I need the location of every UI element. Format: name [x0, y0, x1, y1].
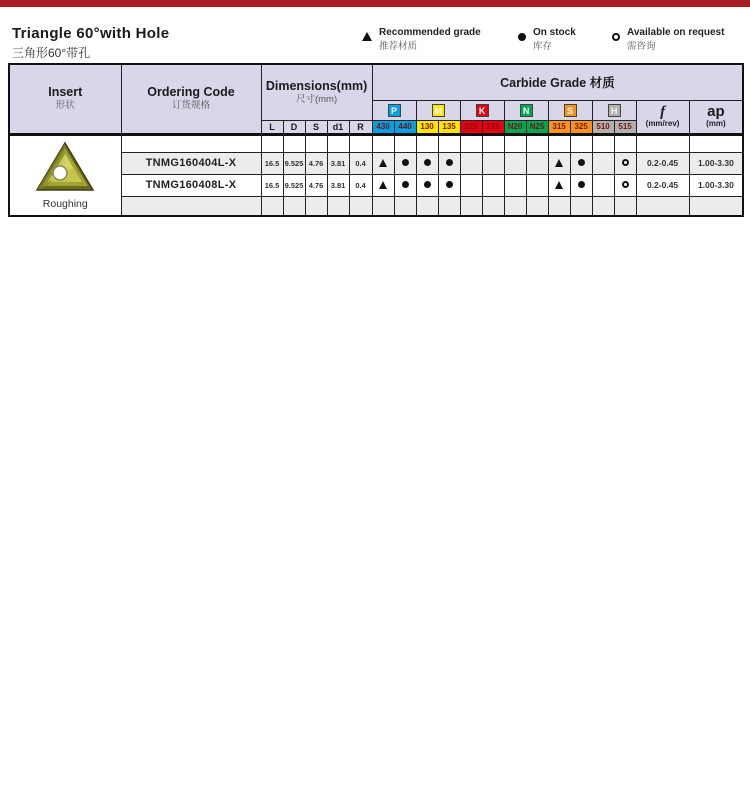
grade-group-p [372, 100, 416, 120]
grade-letter-n: N [520, 104, 533, 117]
dim-R: 0.4 [349, 152, 372, 174]
grade-mark-cell [482, 152, 504, 174]
grade-col-515: 515 [614, 120, 636, 134]
header-ordering-en: Ordering Code [147, 85, 235, 100]
grade-mark-cell [416, 174, 438, 196]
grade-mark-cell [416, 152, 438, 174]
dim-col-S: S [305, 120, 327, 134]
col-header-carbide-grade [372, 64, 743, 100]
table-row-spacer-top [9, 134, 743, 152]
col-header-ordering-code [121, 64, 261, 134]
insert-image-cell [9, 134, 121, 216]
grade-group-s [548, 100, 592, 120]
feed-value: 0.2-0.45 [636, 174, 689, 196]
grade-letter-k: K [476, 104, 489, 117]
triangle-icon [362, 28, 372, 46]
filled-circle-icon [518, 28, 526, 46]
dim-L: 16.5 [261, 152, 283, 174]
ordering-code-cell [121, 134, 261, 152]
legend-available-on-request [612, 27, 724, 53]
dim-D: 9.525 [283, 174, 305, 196]
open-circle-icon [612, 28, 620, 46]
grade-col-N25: N25 [526, 120, 548, 134]
header-dims-en: Dimensions(mm) [265, 78, 368, 93]
grade-mark-cell [526, 174, 548, 196]
header-insert-zh: 形状 [55, 100, 75, 112]
grade-mark-cell [438, 174, 460, 196]
insert-spec-table [8, 63, 744, 217]
grade-group-k [460, 100, 504, 120]
col-header-insert [9, 64, 121, 134]
ordering-code-cell: TNMG160404L-X [121, 152, 261, 174]
grade-letter-h: H [608, 104, 621, 117]
legend-label-zh: 库存 [533, 41, 553, 52]
grade-group-m [416, 100, 460, 120]
page-subtitle-zh: 三角形60°带孔 [12, 46, 91, 60]
legend-label-zh: 推荐材质 [379, 41, 418, 52]
grade-col-225: 225 [482, 120, 504, 134]
grade-mark-cell [614, 174, 636, 196]
insert-type-label: Roughing [42, 198, 88, 211]
page-title: Triangle 60°with Hole [12, 25, 170, 42]
legend-on-stock [518, 27, 576, 53]
legend-label-zh: 需咨询 [627, 41, 656, 52]
grade-mark-cell [482, 174, 504, 196]
grade-group-h [592, 100, 636, 120]
grade-mark-cell [548, 152, 570, 174]
grade-mark-cell [460, 174, 482, 196]
grade-mark-cell [460, 152, 482, 174]
header-ap-unit: (mm) [706, 119, 726, 128]
grade-letter-m: M [432, 104, 445, 117]
feed-value: 0.2-0.45 [636, 152, 689, 174]
legend-label: On stock [533, 27, 576, 38]
dim-d1: 3.81 [327, 152, 349, 174]
grade-mark-cell [592, 174, 614, 196]
grade-mark-cell [526, 152, 548, 174]
grade-mark-cell [504, 152, 526, 174]
grade-col-130: 130 [416, 120, 438, 134]
grade-mark-cell [592, 152, 614, 174]
header-dims-zh: 尺寸(mm) [295, 93, 338, 105]
header-carbide: Carbide Grade 材质 [500, 75, 615, 90]
dim-d1: 3.81 [327, 174, 349, 196]
grade-col-220: 220 [460, 120, 482, 134]
dim-R: 0.4 [349, 174, 372, 196]
dim-col-d1: d1 [327, 120, 349, 134]
grade-mark-cell [614, 152, 636, 174]
grade-col-315: 315 [548, 120, 570, 134]
grade-mark-cell [394, 174, 416, 196]
header-f-unit: (mm/rev) [645, 118, 680, 128]
legend-recommended-grade [362, 27, 481, 53]
grade-col-N20: N20 [504, 120, 526, 134]
grade-col-510: 510 [592, 120, 614, 134]
grade-letter-s: S [564, 104, 577, 117]
grade-mark-cell [548, 174, 570, 196]
grade-letter-p: P [388, 104, 401, 117]
ap-value: 1.00-3.30 [689, 152, 743, 174]
header-ordering-zh: 订货规格 [171, 100, 210, 112]
top-accent-bar [0, 0, 750, 7]
legend-label: Available on request [627, 27, 725, 38]
dim-col-D: D [283, 120, 305, 134]
header-f-label: f [660, 103, 666, 120]
legend-label: Recommended grade [379, 27, 481, 38]
grade-col-135: 135 [438, 120, 460, 134]
grade-col-430: 430 [372, 120, 394, 134]
grade-group-n [504, 100, 548, 120]
dim-col-R: R [349, 120, 372, 134]
grade-mark-cell [438, 152, 460, 174]
dim-D: 9.525 [283, 152, 305, 174]
ordering-code-cell: TNMG160408L-X [121, 174, 261, 196]
ap-value: 1.00-3.30 [689, 174, 743, 196]
header-insert-en: Insert [48, 85, 83, 100]
grade-mark-cell [394, 152, 416, 174]
grade-mark-cell [570, 174, 592, 196]
grade-mark-cell [372, 152, 394, 174]
grade-col-440: 440 [394, 120, 416, 134]
dim-col-L: L [261, 120, 283, 134]
dim-S: 4.76 [305, 174, 327, 196]
grade-mark-cell [570, 152, 592, 174]
grade-mark-cell [504, 174, 526, 196]
header-ap-label: ap [707, 103, 725, 120]
grade-col-325: 325 [570, 120, 592, 134]
grade-mark-cell [372, 174, 394, 196]
col-header-dimensions [261, 64, 372, 120]
ordering-code-cell [121, 196, 261, 216]
col-header-feed [636, 100, 689, 134]
dim-L: 16.5 [261, 174, 283, 196]
triangle-insert-image [33, 140, 97, 194]
dim-S: 4.76 [305, 152, 327, 174]
col-header-ap [689, 100, 743, 134]
